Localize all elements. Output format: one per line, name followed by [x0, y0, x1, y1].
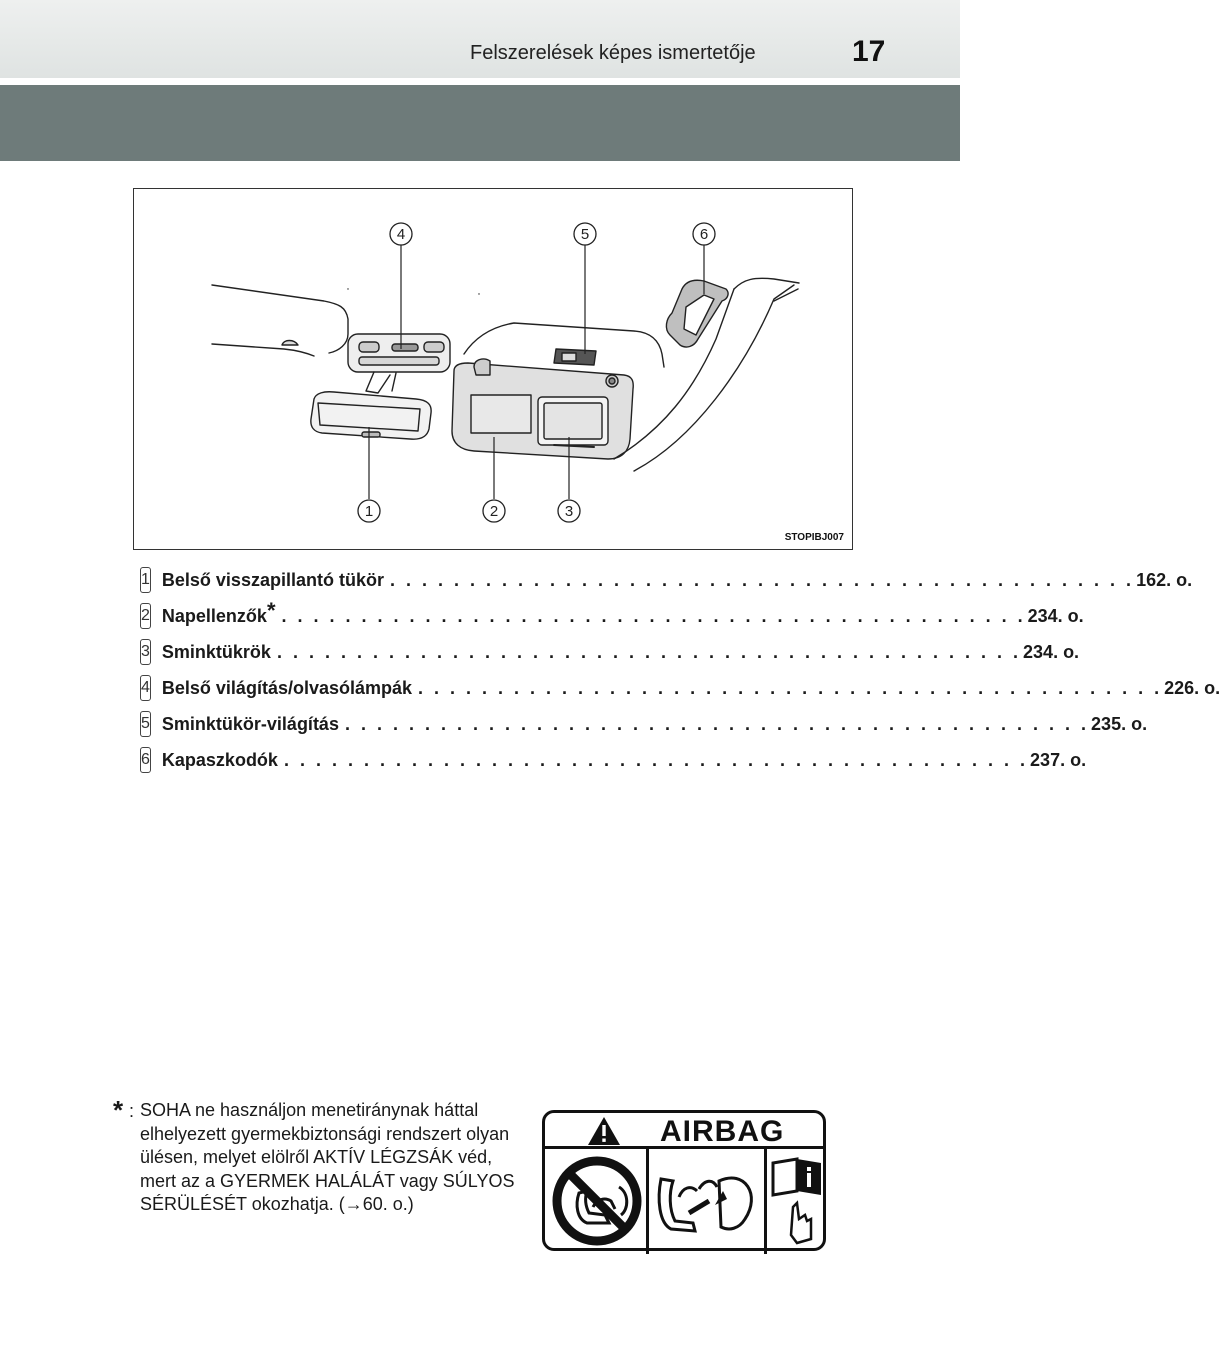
legend-item	[140, 597, 1084, 634]
callout-1: 1	[364, 503, 374, 520]
legend-page-ref: 162. o.	[1136, 569, 1193, 590]
airbag-deploy-cell	[649, 1149, 767, 1254]
legend-number-badge: 2	[140, 603, 151, 629]
legend-number-badge: 5	[140, 711, 151, 737]
legend-number-badge: 1	[140, 567, 151, 593]
no-rear-facing-seat-icon	[545, 1149, 649, 1254]
legend-page-ref: 234. o.	[1023, 641, 1080, 662]
legend-page-ref: 235. o.	[1091, 713, 1148, 734]
legend-number-badge: 4	[140, 675, 151, 701]
legend-item	[140, 562, 1193, 598]
legend-label: Sminktükör-világítás	[161, 713, 339, 734]
legend-item	[140, 670, 1220, 706]
legend-label: Kapaszkodók	[161, 749, 278, 770]
legend-page-ref: 234. o.	[1027, 605, 1084, 626]
legend-label: Belső visszapillantó tükör	[161, 569, 384, 590]
legend-page-ref: 237. o.	[1030, 749, 1087, 770]
airbag-label-header	[545, 1113, 823, 1149]
page-header-title: Felszerelések képes ismertetője	[470, 42, 756, 64]
callout-4: 4	[396, 226, 406, 243]
header-light-strip	[0, 0, 960, 78]
legend-label: Sminktükrök	[161, 641, 271, 662]
callout-3: 3	[564, 503, 574, 520]
airbag-title: AIRBAG	[660, 1115, 785, 1148]
page-number: 17	[852, 35, 886, 68]
header-band	[0, 85, 960, 161]
callout-2: 2	[489, 503, 499, 520]
legend-label: Belső világítás/olvasólámpák	[161, 677, 413, 698]
airbag-prohibition-cell	[545, 1149, 649, 1254]
airbag-manual-cell	[767, 1149, 829, 1254]
legend-list	[140, 562, 1220, 778]
leader-dots: . . . . . . . . . . . . . . . . . . . . . . . . . . . . . . . . . . . . . . . . . . . . . . .	[389, 569, 1135, 590]
airbag-deploy-icon	[649, 1149, 767, 1254]
callout-6: 6	[699, 226, 709, 243]
figure-code: STOPIBJ007	[784, 532, 844, 543]
leader-dots: . . . . . . . . . . . . . . . . . . . . . . . . . . . . . . . . . . . . . . . . . . . . . . .	[283, 749, 1029, 770]
footnote-colon: :	[129, 1101, 135, 1121]
footnote-marker: *	[113, 1095, 124, 1125]
legend-item	[140, 706, 1148, 742]
leader-dots: . . . . . . . . . . . . . . . . . . . . . . . . . . . . . . . . . . . . . . . . . . . . . . .	[344, 713, 1090, 734]
read-manual-icon	[767, 1149, 829, 1254]
footnote-text: SOHA ne használjon menetiránynak háttal elhelyezett gyermekbiztonsági rendszert olyan ülésen, melyet elölről AKTÍV LÉGZSÁK véd, mert az a GYERMEK HALÁLÁT vagy SÚLYOS SÉRÜLÉSÉT okozhatja. (→60. o.)	[140, 1100, 515, 1214]
legend-number-badge: 6	[140, 747, 151, 773]
leader-dots: . . . . . . . . . . . . . . . . . . . . . . . . . . . . . . . . . . . . . . . . . . . . . . .	[276, 641, 1022, 662]
callout-5: 5	[580, 226, 590, 243]
legend-item	[140, 742, 1087, 778]
legend-number-badge: 3	[140, 639, 151, 665]
legend-page-ref: 226. o.	[1164, 677, 1220, 698]
legend-item	[140, 634, 1080, 670]
interior-illustration	[133, 188, 853, 550]
legend-label: Napellenzők*	[161, 597, 276, 626]
warning-triangle-icon	[587, 1116, 621, 1146]
leader-dots: . . . . . . . . . . . . . . . . . . . . . . . . . . . . . . . . . . . . . . . . . . . . . . .	[281, 605, 1026, 626]
airbag-warning-label	[542, 1110, 826, 1251]
interior-drawing	[134, 189, 854, 551]
leader-dots: . . . . . . . . . . . . . . . . . . . . . . . . . . . . . . . . . . . . . . . . . . . . . . .	[418, 677, 1163, 698]
